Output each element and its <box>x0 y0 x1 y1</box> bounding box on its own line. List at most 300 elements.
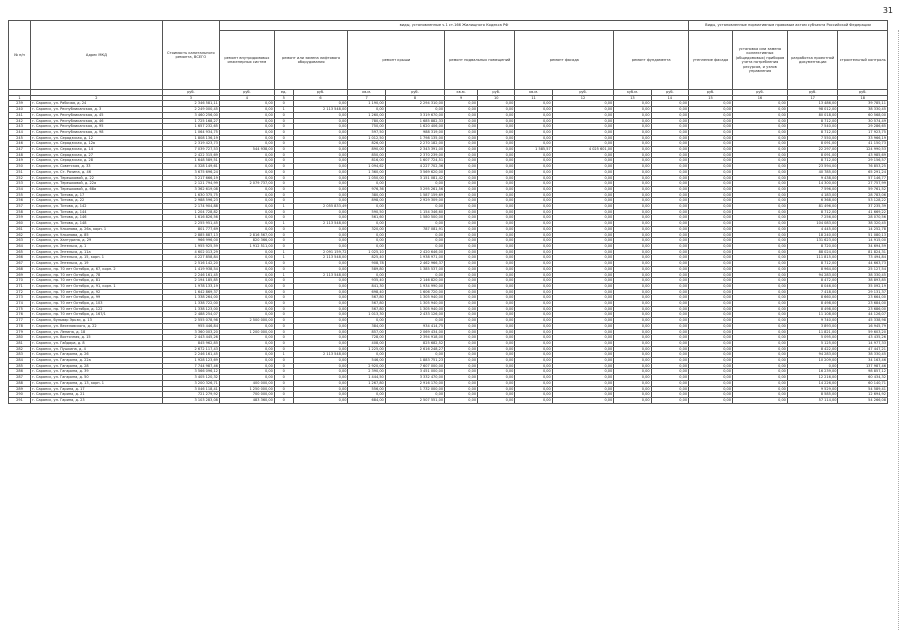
value-cell: 0,00 <box>732 135 787 141</box>
col-control-header: строительный контроль <box>838 31 888 90</box>
value-cell: 0,00 <box>689 152 733 158</box>
value-cell: 0,00 <box>552 221 614 227</box>
value-cell: 483 360,00 <box>219 397 274 403</box>
value-cell: 0 <box>274 226 293 232</box>
unit-cell: кв.м. <box>515 90 552 96</box>
value-cell: 1 883 751,23 <box>385 358 444 364</box>
value-cell: 7 039 727,53 <box>162 147 219 153</box>
column-number-cell: 11 <box>515 95 552 101</box>
value-cell: 2 270 182,00 <box>385 141 444 147</box>
value-cell: 0,00 <box>515 169 552 175</box>
value-cell: 0,00 <box>552 278 614 284</box>
value-cell: 0,00 <box>651 306 688 312</box>
value-cell: 0,00 <box>515 329 552 335</box>
value-cell: 34 163,46 <box>838 358 888 364</box>
value-cell: 0,00 <box>445 358 478 364</box>
value-cell: 0 <box>274 346 293 352</box>
unit-cell: руб. <box>478 90 515 96</box>
value-cell: 0,00 <box>651 363 688 369</box>
value-cell: 0,00 <box>689 158 733 164</box>
value-cell: 0,00 <box>219 221 274 227</box>
value-cell: 0,00 <box>445 352 478 358</box>
row-number-cell: 286 <box>9 369 31 375</box>
value-cell: 0,00 <box>614 312 651 318</box>
value-cell: 1 260,00 <box>348 112 385 118</box>
value-cell: 0 <box>274 192 293 198</box>
value-cell: 0 <box>274 323 293 329</box>
value-cell: 0,00 <box>219 289 274 295</box>
value-cell: 0,00 <box>445 386 478 392</box>
value-cell: 0,00 <box>689 392 733 398</box>
value-cell: 137 987,46 <box>838 363 888 369</box>
value-cell: 111 815,00 <box>787 255 838 261</box>
value-cell: 0,00 <box>385 204 444 210</box>
value-cell: 0,00 <box>219 266 274 272</box>
value-cell: 0,00 <box>293 312 348 318</box>
value-cell: 14 915,00 <box>838 238 888 244</box>
value-cell: 0,00 <box>219 124 274 130</box>
value-cell: 1 630 375,75 <box>162 192 219 198</box>
value-cell: 0,00 <box>293 397 348 403</box>
unit-cell: руб. <box>162 90 219 96</box>
value-cell: 0,00 <box>614 221 651 227</box>
value-cell: 0,00 <box>552 226 614 232</box>
value-cell: 0,00 <box>651 340 688 346</box>
value-cell: 8 091,00 <box>787 141 838 147</box>
value-cell: 976,36 <box>348 186 385 192</box>
address-cell: г. Саранск, ул. Республиканская, д. 46 <box>30 118 162 124</box>
value-cell: 0,00 <box>293 129 348 135</box>
value-cell: 0,00 <box>515 306 552 312</box>
value-cell: 0,00 <box>348 272 385 278</box>
value-cell: 0,00 <box>348 221 385 227</box>
value-cell: 0,00 <box>552 243 614 249</box>
value-cell: 8 585,00 <box>787 392 838 398</box>
value-cell: 0,00 <box>732 204 787 210</box>
value-cell: 0,00 <box>293 380 348 386</box>
value-cell: 0,00 <box>445 186 478 192</box>
value-cell: 2 443 445,26 <box>162 335 219 341</box>
value-cell: 556,00 <box>348 386 385 392</box>
value-cell: 0,00 <box>651 278 688 284</box>
value-cell: 8 472,00 <box>787 278 838 284</box>
value-cell: 2 121 794,99 <box>162 181 219 187</box>
value-cell: 0,00 <box>732 129 787 135</box>
unit-cell: руб. <box>787 90 838 96</box>
value-cell: 3 151 081,42 <box>385 175 444 181</box>
value-cell: 0,00 <box>552 329 614 335</box>
value-cell: 1 657 232,65 <box>162 124 219 130</box>
value-cell: 0,00 <box>552 129 614 135</box>
value-cell: 1 <box>274 249 293 255</box>
value-cell: 0,00 <box>445 283 478 289</box>
value-cell: 124 990,53 <box>838 147 888 153</box>
value-cell: 0,00 <box>478 335 515 341</box>
value-cell: 0,00 <box>478 289 515 295</box>
value-cell: 10 209,00 <box>787 358 838 364</box>
value-cell: 0,00 <box>732 363 787 369</box>
row-number-cell: 290 <box>9 392 31 398</box>
row-number-cell: 270 <box>9 278 31 284</box>
value-cell: 2 390,00 <box>348 369 385 375</box>
value-cell: 0,00 <box>614 375 651 381</box>
address-cell: г. Саранск, ул. Серадзская, д. 12 <box>30 135 162 141</box>
value-cell: 0,00 <box>689 386 733 392</box>
value-cell: 1 <box>274 204 293 210</box>
row-number-cell: 245 <box>9 135 31 141</box>
value-cell: 0,00 <box>293 278 348 284</box>
value-cell: 14 252,78 <box>838 226 888 232</box>
value-cell: 8 712,00 <box>787 158 838 164</box>
value-cell: 2 319 423,73 <box>162 141 219 147</box>
value-cell: 0,00 <box>478 118 515 124</box>
value-cell: 0,00 <box>219 352 274 358</box>
value-cell: 0,00 <box>515 243 552 249</box>
value-cell: 0,00 <box>515 283 552 289</box>
value-cell: 3 460 256,00 <box>162 112 219 118</box>
row-number-cell: 263 <box>9 238 31 244</box>
value-cell: 3 319 670,00 <box>385 112 444 118</box>
value-cell: 0,00 <box>348 232 385 238</box>
value-cell: 0,00 <box>689 358 733 364</box>
value-cell: 0,00 <box>552 255 614 261</box>
column-number-cell: 5 <box>274 95 293 101</box>
value-cell: 53 128,22 <box>838 198 888 204</box>
value-cell: 0,00 <box>552 249 614 255</box>
address-cell: г. Саранск, ул. Терешковой, д. 22 <box>30 175 162 181</box>
value-cell: 9 529,00 <box>787 386 838 392</box>
value-cell: 0,00 <box>651 192 688 198</box>
row-number-cell: 291 <box>9 397 31 403</box>
value-cell: 0,00 <box>515 158 552 164</box>
value-cell: 27 757,99 <box>838 181 888 187</box>
value-cell: 0,00 <box>651 352 688 358</box>
value-cell: 16 239,00 <box>787 369 838 375</box>
value-cell: 1 338 123,00 <box>162 306 219 312</box>
value-cell: 0,00 <box>445 266 478 272</box>
col-basement-header: ремонт подвальных помещений <box>445 31 515 90</box>
value-cell: 23 684,00 <box>838 301 888 307</box>
value-cell: 2 462 966,37 <box>385 261 444 267</box>
value-cell: 0,00 <box>293 101 348 107</box>
value-cell: 0,00 <box>293 323 348 329</box>
value-cell: 0,00 <box>293 340 348 346</box>
value-cell: 0,00 <box>732 335 787 341</box>
value-cell: 40 785,00 <box>787 169 838 175</box>
value-cell: 0,00 <box>732 386 787 392</box>
value-cell: 0,00 <box>515 392 552 398</box>
value-cell: 2 488 254,07 <box>162 312 219 318</box>
value-cell: 0,00 <box>293 209 348 215</box>
value-cell: 12 216,00 <box>787 375 838 381</box>
value-cell: 0,00 <box>614 283 651 289</box>
value-cell: 0,00 <box>478 186 515 192</box>
address-cell: г. Саранск, ул. Республиканская, д. 95 <box>30 124 162 130</box>
value-cell: 4 025 601,00 <box>552 147 614 153</box>
value-cell: 0,00 <box>293 124 348 130</box>
value-cell: 0,00 <box>445 363 478 369</box>
value-cell: 0,00 <box>732 380 787 386</box>
value-cell: 1 012,50 <box>348 135 385 141</box>
value-cell: 0,00 <box>478 238 515 244</box>
address-cell: г. Саранск, ул. Титова, д. 142 <box>30 204 162 210</box>
value-cell: 0,00 <box>293 175 348 181</box>
value-cell: 3 360 003,20 <box>162 329 219 335</box>
address-cell: г. Саранск, ул. Рабочая, д. 24 <box>30 101 162 107</box>
value-cell: 0,00 <box>219 175 274 181</box>
value-cell: 0,00 <box>614 266 651 272</box>
value-cell: 0,00 <box>614 352 651 358</box>
value-cell: 51 080,13 <box>838 232 888 238</box>
value-cell: 0,00 <box>478 101 515 107</box>
value-cell: 2 672 117,43 <box>162 346 219 352</box>
value-cell: 0,00 <box>614 198 651 204</box>
row-number-cell: 285 <box>9 363 31 369</box>
value-cell: 0,00 <box>219 152 274 158</box>
value-cell: 0,00 <box>293 301 348 307</box>
row-number-cell: 274 <box>9 301 31 307</box>
value-cell: 1 064 934,75 <box>162 129 219 135</box>
value-cell: 0,00 <box>385 232 444 238</box>
value-cell: 0,00 <box>651 392 688 398</box>
value-cell: 0,00 <box>651 147 688 153</box>
value-cell: 0,00 <box>385 107 444 113</box>
value-cell: 698,40 <box>348 289 385 295</box>
value-cell: 0,00 <box>219 129 274 135</box>
value-cell: 38 320,45 <box>838 221 888 227</box>
unit-cell: руб. <box>552 90 614 96</box>
unit-cell: руб. <box>838 90 888 96</box>
value-cell: 0,00 <box>552 198 614 204</box>
value-cell: 0,00 <box>445 181 478 187</box>
value-cell: 33 966,19 <box>838 135 888 141</box>
value-cell: 0 <box>274 147 293 153</box>
value-cell: 0,00 <box>732 352 787 358</box>
value-cell: 0,00 <box>293 226 348 232</box>
value-cell: 721 279,92 <box>162 392 219 398</box>
value-cell: 0,00 <box>614 147 651 153</box>
value-cell: 0,00 <box>689 249 733 255</box>
value-cell: 0,00 <box>478 135 515 141</box>
value-cell: 0,00 <box>689 209 733 215</box>
value-cell: 0,00 <box>219 118 274 124</box>
value-cell: 0,00 <box>293 158 348 164</box>
address-cell: г. Саранск, ул. Титова, д. 148 <box>30 221 162 227</box>
value-cell: 0,00 <box>293 283 348 289</box>
column-number-cell: 7 <box>348 95 385 101</box>
value-cell: 2 113 548,00 <box>293 272 348 278</box>
value-cell: 728,00 <box>348 335 385 341</box>
value-cell: 0,00 <box>651 118 688 124</box>
value-cell: 22 297,00 <box>787 147 838 153</box>
address-cell: г. Саранск, ул. Ст. Разина, д. 46 <box>30 169 162 175</box>
row-number-cell: 275 <box>9 306 31 312</box>
value-cell: 0,00 <box>732 152 787 158</box>
row-number-cell: 257 <box>9 204 31 210</box>
value-cell: 0,00 <box>445 289 478 295</box>
value-cell: 0 <box>274 283 293 289</box>
value-cell: 0,00 <box>445 129 478 135</box>
column-number-cell: 13 <box>614 95 651 101</box>
value-cell: 0,00 <box>515 238 552 244</box>
value-cell: 0,00 <box>689 175 733 181</box>
value-cell: 0,00 <box>651 318 688 324</box>
value-cell: 13 486,00 <box>787 101 838 107</box>
value-cell: 0,00 <box>732 397 787 403</box>
value-cell: 0,00 <box>614 169 651 175</box>
value-cell: 0,00 <box>515 272 552 278</box>
value-cell: 0,00 <box>552 232 614 238</box>
value-cell: 0,00 <box>445 204 478 210</box>
value-cell: 0,00 <box>515 375 552 381</box>
value-cell: 0,00 <box>348 107 385 113</box>
value-cell: 0,00 <box>445 243 478 249</box>
value-cell: 0,00 <box>651 323 688 329</box>
value-cell: 0,00 <box>732 346 787 352</box>
value-cell: 0,00 <box>552 289 614 295</box>
value-cell: 8 712,00 <box>787 261 838 267</box>
value-cell: 0,00 <box>552 158 614 164</box>
address-cell: г. Саранск, ул. Серадзская, д. 27 <box>30 152 162 158</box>
value-cell: 47 447,21 <box>838 346 888 352</box>
value-cell: 0,00 <box>385 238 444 244</box>
value-cell: 0,00 <box>445 215 478 221</box>
value-cell: 8 498,00 <box>787 301 838 307</box>
value-cell: 0,00 <box>651 204 688 210</box>
value-cell: 0,00 <box>689 141 733 147</box>
value-cell: 0 <box>274 135 293 141</box>
value-cell: 0,00 <box>689 301 733 307</box>
value-cell: 4 602 013,29 <box>162 249 219 255</box>
value-cell: 0,00 <box>732 323 787 329</box>
value-cell: 0,00 <box>552 272 614 278</box>
value-cell: 0,00 <box>445 164 478 170</box>
value-cell: 0,00 <box>515 152 552 158</box>
column-number-cell: 17 <box>787 95 838 101</box>
value-cell: 0,00 <box>478 375 515 381</box>
value-cell: 0,00 <box>732 392 787 398</box>
address-cell: г. Саранск, ул. Титова, д. 22 <box>30 198 162 204</box>
value-cell: 0,00 <box>614 215 651 221</box>
value-cell: 0 <box>274 380 293 386</box>
value-cell: 0,00 <box>515 397 552 403</box>
address-cell: г. Саранск, ул. Терешковой, д. 68а <box>30 186 162 192</box>
row-number-cell: 240 <box>9 107 31 113</box>
value-cell: 0,00 <box>293 238 348 244</box>
value-cell: 60 568,00 <box>838 112 888 118</box>
value-cell: 0,00 <box>689 169 733 175</box>
value-cell: 0,00 <box>689 283 733 289</box>
value-cell: 0,00 <box>651 215 688 221</box>
value-cell: 1 620 406,00 <box>385 124 444 130</box>
value-cell: 0,00 <box>732 175 787 181</box>
value-cell: 0 <box>274 232 293 238</box>
value-cell: 0,00 <box>219 272 274 278</box>
value-cell: 0,00 <box>515 261 552 267</box>
value-cell: 0,00 <box>651 369 688 375</box>
value-cell: 0,00 <box>478 112 515 118</box>
value-cell: 17 923,75 <box>838 129 888 135</box>
value-cell: 546,00 <box>348 358 385 364</box>
value-cell: 0,00 <box>478 346 515 352</box>
value-cell: 0,00 <box>219 295 274 301</box>
address-cell: г. Саранск, ул. Гарина, д. 23 <box>30 397 162 403</box>
value-cell: 0,00 <box>515 181 552 187</box>
value-cell: 1 305 940,00 <box>385 306 444 312</box>
value-cell: 0,00 <box>689 369 733 375</box>
value-cell: 544 938,00 <box>219 147 274 153</box>
value-cell: 0,00 <box>515 112 552 118</box>
value-cell: 1 912 511,00 <box>219 243 274 249</box>
row-number-cell: 273 <box>9 295 31 301</box>
value-cell: 1 938 971,00 <box>385 255 444 261</box>
value-cell: 2 500 000,00 <box>219 318 274 324</box>
value-cell: 0,00 <box>293 169 348 175</box>
value-cell: 3 451 000,00 <box>385 369 444 375</box>
value-cell: 0,00 <box>651 152 688 158</box>
value-cell: 2 174 904,88 <box>162 204 219 210</box>
value-cell: 0,00 <box>385 318 444 324</box>
value-cell: 0,00 <box>219 107 274 113</box>
value-cell: 0,00 <box>478 301 515 307</box>
value-cell: 0,00 <box>478 306 515 312</box>
value-cell: 2 091 159,72 <box>293 249 348 255</box>
unit-cell: руб. <box>385 90 444 96</box>
value-cell: 0,00 <box>445 152 478 158</box>
value-cell: 0 <box>274 124 293 130</box>
value-cell: 0,00 <box>689 306 733 312</box>
address-cell: г. Саранск, ул. Восточная, д. 15 <box>30 335 162 341</box>
value-cell: 0,00 <box>478 386 515 392</box>
row-number-cell: 271 <box>9 283 31 289</box>
value-cell: 0,00 <box>478 164 515 170</box>
value-cell: 0,00 <box>552 152 614 158</box>
value-cell: 0,00 <box>651 226 688 232</box>
value-cell: 0,00 <box>219 141 274 147</box>
value-cell: 0,00 <box>732 312 787 318</box>
value-cell: 0,00 <box>614 129 651 135</box>
column-number-cell: 12 <box>552 95 614 101</box>
unit-cell: руб. <box>293 90 348 96</box>
value-cell: 2 616 248,27 <box>385 346 444 352</box>
value-cell: 2 920,00 <box>348 363 385 369</box>
address-cell: г. Саранск, ул. Гагарина, д. 28 <box>30 363 162 369</box>
group-housing-code-header: виды, установленные ч.1 ст.166 Жилищного Кодекса РФ <box>219 21 688 31</box>
value-cell: 23 594,00 <box>787 164 838 170</box>
value-cell: 8 091,00 <box>787 152 838 158</box>
value-cell: 1 616 826,56 <box>162 215 219 221</box>
value-cell: 0,00 <box>515 118 552 124</box>
value-cell: 0,00 <box>293 375 348 381</box>
value-cell: 1 <box>274 255 293 261</box>
value-cell: 0,00 <box>293 243 348 249</box>
value-cell: 0,00 <box>478 169 515 175</box>
value-cell: 0,00 <box>445 112 478 118</box>
value-cell: 0,00 <box>651 238 688 244</box>
value-cell: 0,00 <box>787 363 838 369</box>
value-cell: 320,00 <box>348 226 385 232</box>
address-cell: г. Саранск, ул. Гагарина, д. 50 <box>30 375 162 381</box>
row-number-cell: 241 <box>9 112 31 118</box>
value-cell: 0,00 <box>732 209 787 215</box>
column-number-cell: 1 <box>9 95 31 101</box>
value-cell: 2 113 548,00 <box>293 352 348 358</box>
value-cell: 0,00 <box>552 175 614 181</box>
value-cell: 0,00 <box>293 369 348 375</box>
value-cell: 0,00 <box>219 369 274 375</box>
value-cell: 0,00 <box>651 358 688 364</box>
value-cell: 0,00 <box>515 215 552 221</box>
